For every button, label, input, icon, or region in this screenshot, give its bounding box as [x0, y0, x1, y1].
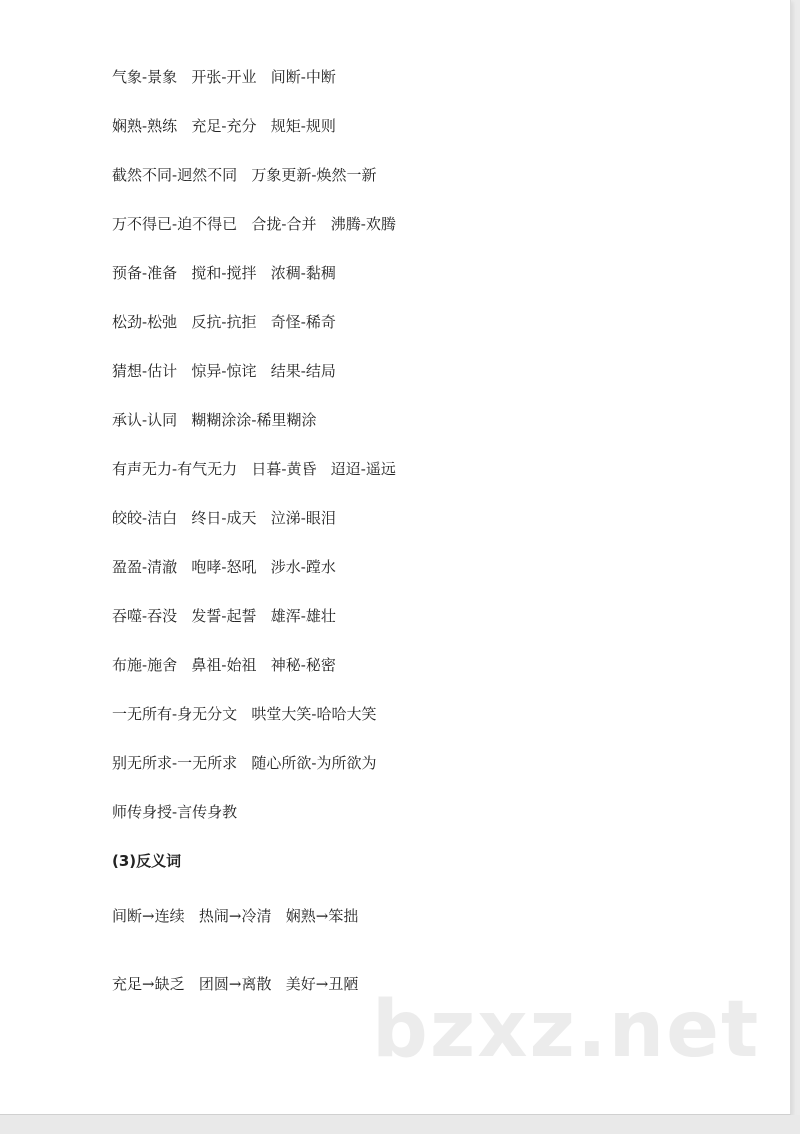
- synonym-line: 预备-准备 搅和-搅拌 浓稠-黏稠: [112, 264, 336, 282]
- synonym-line: 皎皎-洁白 终日-成天 泣涕-眼泪: [112, 509, 336, 527]
- synonym-line: 承认-认同 糊糊涂涂-稀里糊涂: [112, 411, 317, 429]
- synonym-line: 松劲-松弛 反抗-抗拒 奇怪-稀奇: [112, 313, 336, 331]
- synonym-line: 有声无力-有气无力 日暮-黄昏 迢迢-遥远: [112, 460, 396, 478]
- synonym-line: 娴熟-熟练 充足-充分 规矩-规则: [112, 117, 336, 135]
- antonym-line: 间断→连续 热闹→冷清 娴熟→笨拙: [112, 907, 359, 925]
- antonym-heading: (3)反义词: [112, 852, 182, 870]
- synonym-line: 盈盈-清澈 咆哮-怒吼 涉水-蹚水: [112, 558, 336, 576]
- synonym-line: 猜想-估计 惊异-惊诧 结果-结局: [112, 362, 336, 380]
- watermark: bzxz.net: [372, 985, 761, 1075]
- synonym-line: 截然不同-迥然不同 万象更新-焕然一新: [112, 166, 377, 184]
- synonym-line: 万不得已-迫不得已 合拢-合并 沸腾-欢腾: [112, 215, 396, 233]
- synonym-line: 布施-施舍 鼻祖-始祖 神秘-秘密: [112, 656, 336, 674]
- synonym-line: 别无所求-一无所求 随心所欲-为所欲为: [112, 754, 377, 772]
- synonym-line: 一无所有-身无分文 哄堂大笑-哈哈大笑: [112, 705, 377, 723]
- synonym-line: 气象-景象 开张-开业 间断-中断: [112, 68, 336, 86]
- antonym-line: 充足→缺乏 团圆→离散 美好→丑陋: [112, 975, 359, 993]
- synonym-line: 师传身授-言传身教: [112, 803, 238, 821]
- page-bottom-edge: [0, 1115, 800, 1134]
- synonym-line: 吞噬-吞没 发誓-起誓 雄浑-雄壮: [112, 607, 336, 625]
